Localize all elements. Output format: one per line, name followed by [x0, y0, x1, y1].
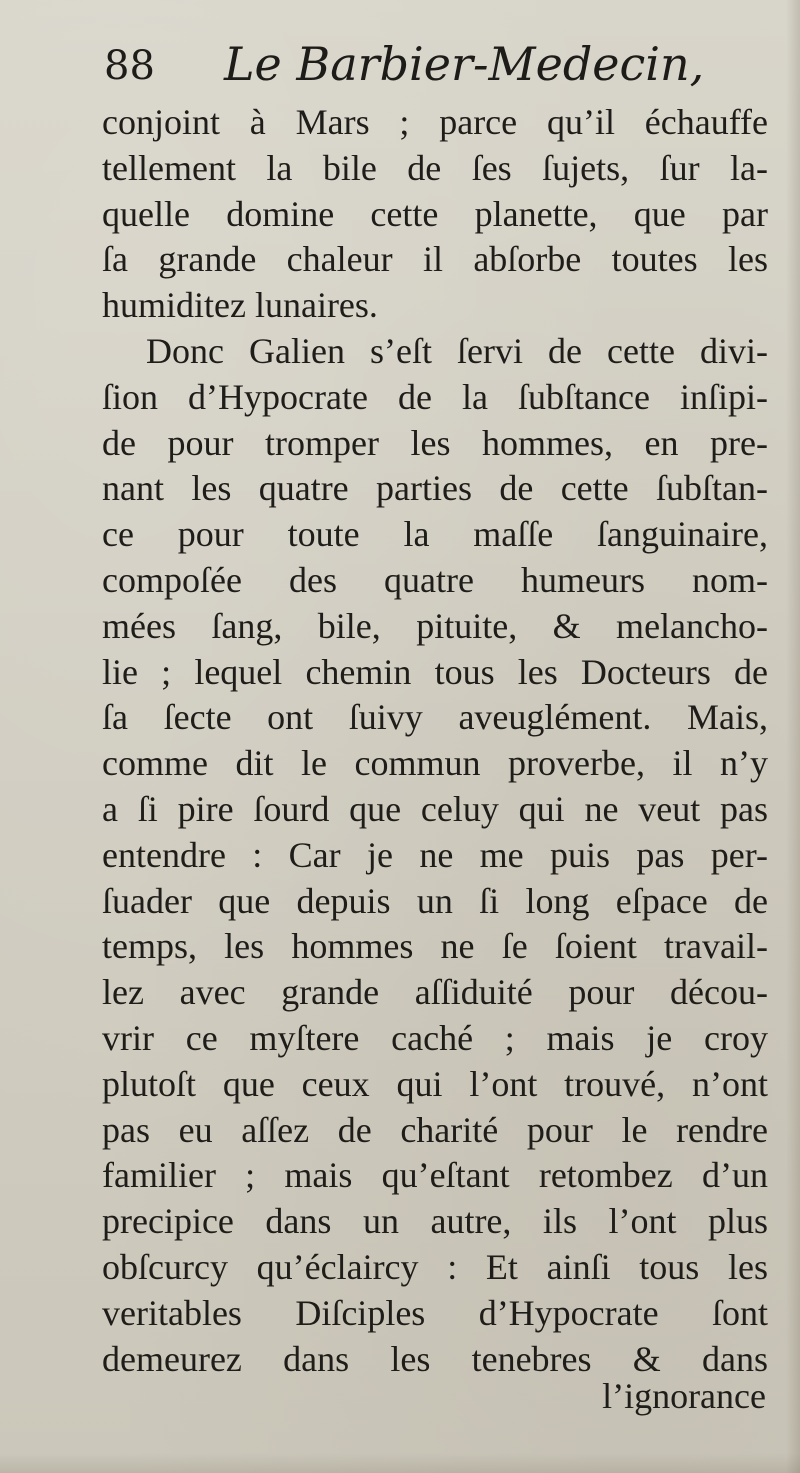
text-line: veritables Diſciples d’Hypocrate ſont [102, 1292, 768, 1333]
body-text [102, 100, 768, 1382]
text-line: ſion d’Hypocrate de la ſubſtance inſipi- [102, 376, 768, 417]
page-number: 88 [104, 43, 155, 89]
text-line: familier ; mais qu’eſtant retombez d’un [102, 1155, 768, 1196]
page-edge-shadow-bottom [0, 1453, 800, 1473]
text-line: lie ; lequel chemin tous les Docteurs de [102, 651, 768, 692]
text-line: obſcurcy qu’éclaircy : Et ainſi tous les [102, 1246, 768, 1287]
text-line: conjoint à Mars ; parce qu’il échauffe [102, 102, 768, 142]
text-line: tellement la bile de ſes ſujets, ſur la- [102, 147, 768, 188]
text-line: pas eu aſſez de charité pour le rendre [102, 1109, 768, 1150]
text-line: quelle domine cette planette, que par [102, 193, 768, 234]
running-title: Le Barbier-Medecin, [224, 37, 705, 91]
paragraph-first-line: Donc Galien s’eſt ſervi de cette divi- [146, 330, 768, 371]
text-line: nant les quatre parties de cette ſubſtan- [102, 468, 768, 509]
text-line: ce pour toute la maſſe ſanguinaire, [102, 514, 768, 555]
text-line: ſuader que depuis un ſi long eſpace de [102, 880, 768, 921]
text-line: precipice dans un autre, ils l’ont plus [102, 1201, 768, 1242]
text-line: compoſée des quatre humeurs nom- [102, 559, 768, 600]
text-line: demeurez dans les tenebres & dans [102, 1338, 768, 1379]
text-line: de pour tromper les hommes, en pre- [102, 422, 768, 463]
text-line: mées ſang, bile, pituite, & melancho- [102, 605, 768, 646]
text-line: humiditez lunaires. [102, 285, 378, 326]
text-line: comme dit le commun proverbe, il n’y [102, 743, 768, 784]
text-line: lez avec grande aſſiduité pour décou- [102, 972, 768, 1013]
catchword: l’ignorance [602, 1376, 766, 1416]
text-line: vrir ce myſtere caché ; mais je croy [102, 1017, 768, 1058]
text-line: ſa ſecte ont ſuivy aveuglément. Mais, [102, 697, 768, 738]
text-line: plutoſt que ceux qui l’ont trouvé, n’ont [102, 1063, 768, 1104]
text-line: entendre : Car je ne me puis pas per- [102, 834, 768, 875]
page-edge-shadow-right [786, 0, 800, 1473]
text-line: temps, les hommes ne ſe ſoient travail- [102, 926, 768, 967]
text-line: ſa grande chaleur il abſorbe toutes les [102, 239, 768, 280]
text-line: a ſi pire ſourd que celuy qui ne veut pas [102, 788, 768, 829]
